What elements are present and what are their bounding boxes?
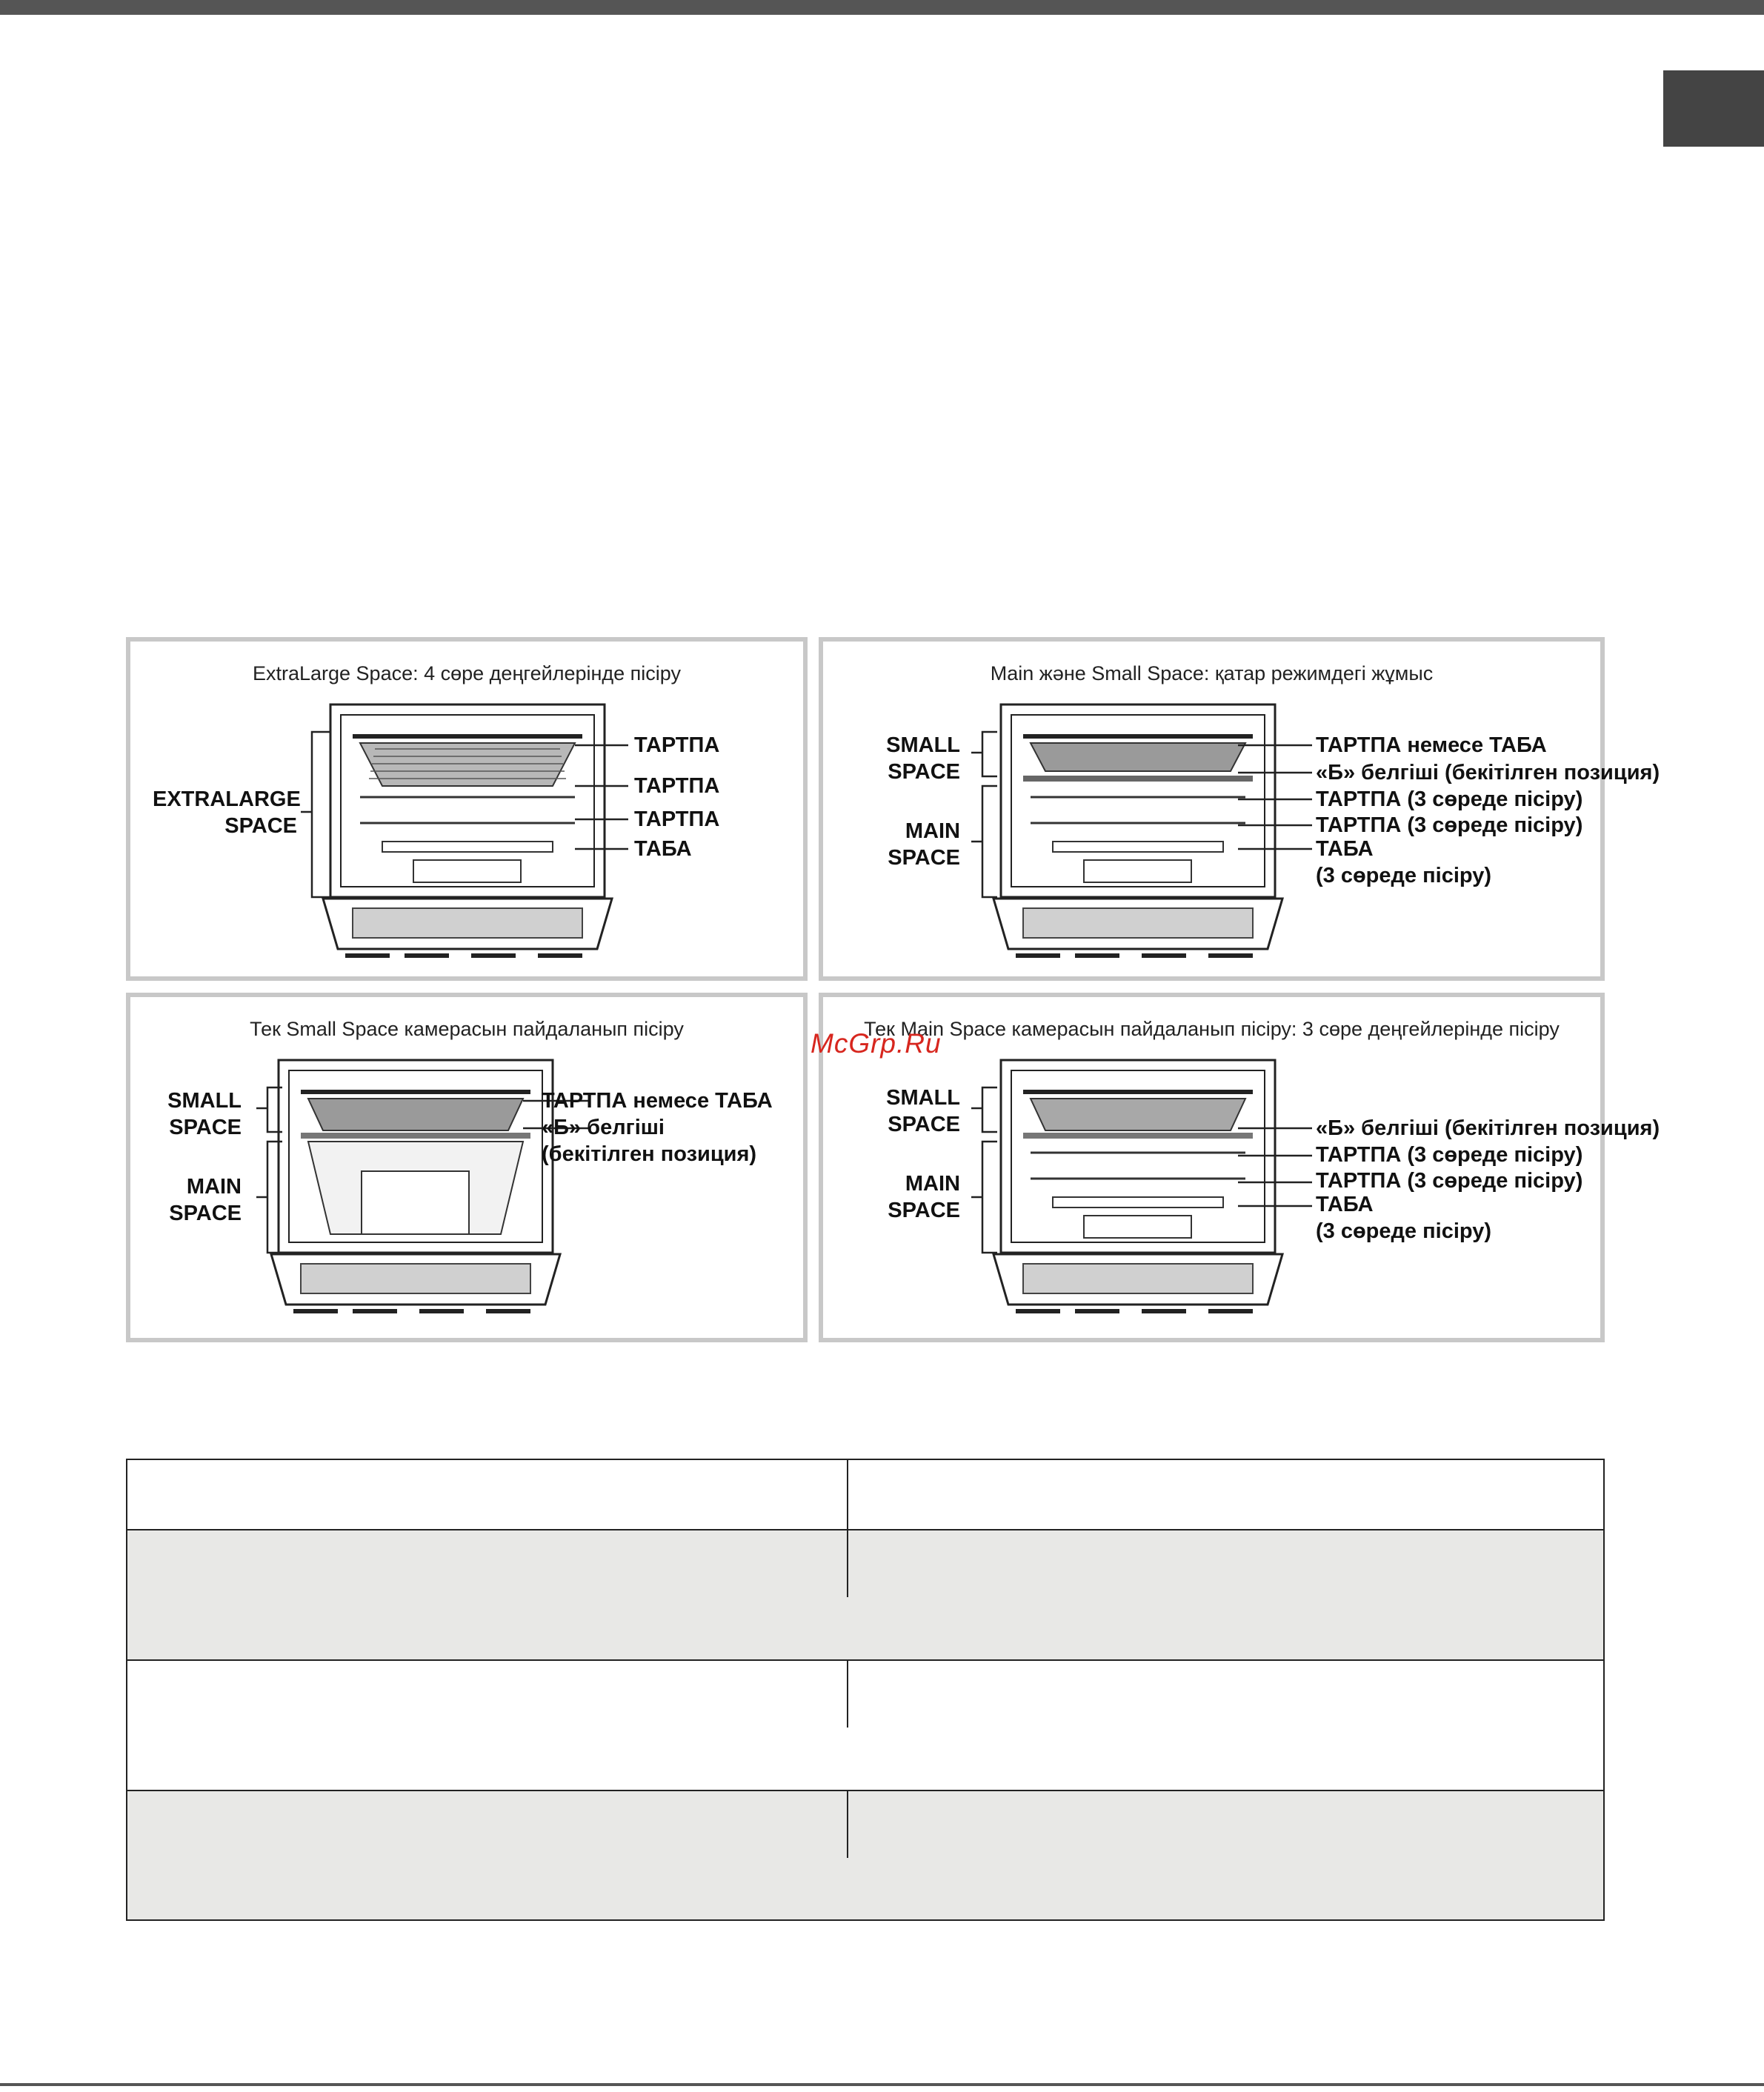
table-row <box>127 1791 1603 1919</box>
column-divider <box>847 1791 848 1858</box>
space-label: EXTRALARGE SPACE <box>153 787 301 838</box>
small-space-label: SMALL SPACE <box>886 1086 960 1136</box>
leader-lines <box>1238 742 1319 860</box>
oven-diagram <box>330 704 605 960</box>
label-b-marker-note: (бекітілген позиция) <box>542 1142 757 1166</box>
label-rack-note: (3 сөреде пісіру) <box>1316 1219 1491 1243</box>
label-b-marker: «Б» белгіші <box>542 1116 665 1139</box>
label-rack-note: (3 сөреде пісіру) <box>1316 864 1491 887</box>
panel-small-only <box>126 993 808 1342</box>
small-space-label: SMALL SPACE <box>886 733 960 784</box>
main-space-label: MAIN SPACE <box>169 1175 242 1225</box>
label-tray-or-rack: ТАРТПА немесе ТАБА <box>1316 733 1547 757</box>
label-rack: ТАБА <box>1316 1193 1374 1216</box>
label-tray-or-rack: ТАРТПА немесе ТАБА <box>542 1089 773 1113</box>
label-b-marker: «Б» белгіші (бекітілген позиция) <box>1316 1116 1660 1140</box>
table-row <box>127 1530 1603 1661</box>
cooking-table <box>126 1459 1605 1921</box>
language-tab <box>1663 70 1764 147</box>
label-tray-1: ТАРТПА (3 сөреде пісіру) <box>1316 1143 1583 1167</box>
label-tray-1: ТАРТПА (3 сөреде пісіру) <box>1316 787 1583 811</box>
label-tray-3: ТАРТПА <box>634 807 720 831</box>
label-tray-1: ТАРТПА <box>634 733 720 757</box>
main-space-label: MAIN SPACE <box>888 819 960 870</box>
space-bracket <box>297 730 342 901</box>
small-space-label: SMALL SPACE <box>167 1089 242 1139</box>
label-tray-2: ТАРТПА (3 сөреде пісіру) <box>1316 813 1583 837</box>
main-space-label: MAIN SPACE <box>888 1172 960 1222</box>
column-divider <box>847 1460 848 1529</box>
top-bar <box>0 0 1764 15</box>
panel-title: ExtraLarge Space: 4 сөре деңгейлерінде пісіру <box>252 662 682 684</box>
panel-title: Тек Small Space камерасын пайдаланып пісіру <box>250 1018 684 1040</box>
panel-title: Main және Small Space: қатар режимдегі жұмыс <box>990 662 1434 684</box>
oven-diagram <box>1001 1060 1275 1316</box>
label-rack: ТАБА <box>1316 837 1374 861</box>
oven-diagram <box>1001 704 1275 960</box>
bottom-rule <box>0 2083 1764 2086</box>
label-tray-2: ТАРТПА (3 сөреде пісіру) <box>1316 1169 1583 1193</box>
label-rack: ТАБА <box>634 837 692 861</box>
panel-title: Тек Main Space камерасын пайдаланып пісіру: 3 сөре деңгейлерінде пісіру <box>864 1018 1560 1040</box>
leader-lines <box>1238 1125 1319 1221</box>
table-row <box>127 1661 1603 1791</box>
watermark: McGrp.Ru <box>811 1028 942 1059</box>
panel-extralarge <box>126 637 808 981</box>
column-divider <box>847 1530 848 1597</box>
column-divider <box>847 1661 848 1728</box>
label-b-marker: «Б» белгіші (бекітілген позиция) <box>1316 761 1660 784</box>
panel-main-and-small <box>819 637 1660 981</box>
label-tray-2: ТАРТПА <box>634 774 720 798</box>
oven-diagram <box>279 1060 553 1316</box>
table-row <box>127 1460 1603 1530</box>
